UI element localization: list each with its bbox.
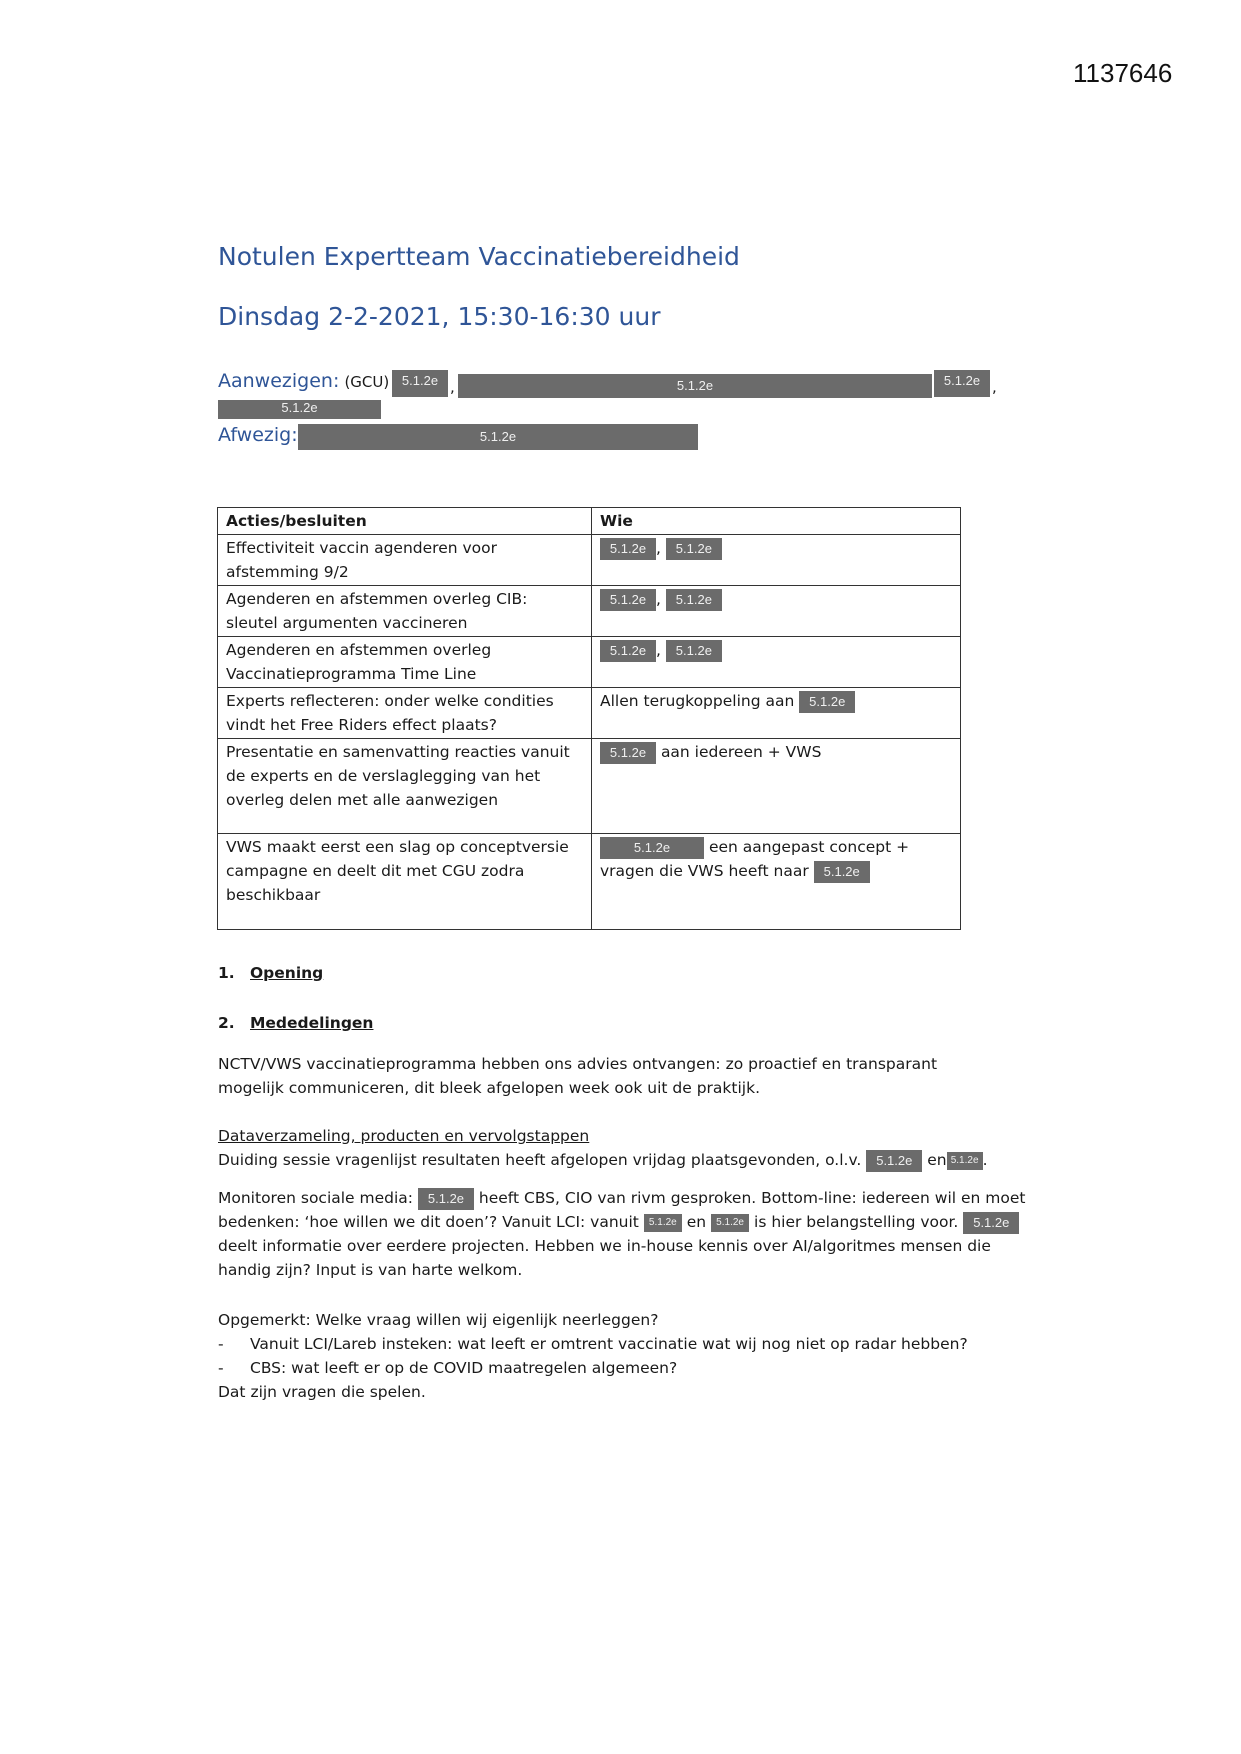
who-text: Allen terugkoppeling aan [600, 692, 795, 710]
present-line [218, 370, 389, 392]
redaction-box: 5.1.2e [218, 400, 381, 419]
who-cell: 5.1.2e , 5.1.2e [592, 637, 961, 688]
redaction-box: 5.1.2e [947, 1152, 983, 1170]
redaction-box: 5.1.2e [458, 374, 932, 398]
who-cell [592, 834, 961, 930]
table-row [218, 834, 961, 930]
comma: , [992, 378, 997, 396]
section-number: 2. [218, 1014, 235, 1032]
action-cell: Experts reflecteren: onder welke condities vindt het Free Riders effect plaats? [218, 688, 592, 739]
redaction-box: 5.1.2e [600, 640, 656, 662]
action-cell: Agenderen en afstemmen overleg Vaccinatieprogramma Time Line [218, 637, 592, 688]
table-row [218, 688, 961, 739]
who-cell [592, 739, 961, 834]
section-title: Mededelingen [250, 1014, 374, 1032]
document-title: Notulen Expertteam Vaccinatiebereidheid [218, 242, 740, 271]
meeting-date: Dinsdag 2-2-2021, 15:30-16:30 uur [218, 302, 661, 331]
present-label: Aanwezigen: [218, 370, 340, 392]
who-text: aan iedereen + VWS [660, 743, 822, 761]
redaction-box: 5.1.2e [666, 538, 722, 560]
who-cell: 5.1.2e , 5.1.2e [592, 586, 961, 637]
action-cell: Agenderen en afstemmen overleg CIB: sleutel argumenten vaccineren [218, 586, 592, 637]
document-number: 1137646 [1073, 58, 1173, 88]
paragraph: NCTV/VWS vaccinatieprogramma hebben ons advies ontvangen: zo proactief en transparant mogelijk communiceren, dit bleek afgelopen week ook uit de praktijk. [218, 1055, 938, 1097]
section-heading [218, 1014, 373, 1032]
subheading: Dataverzameling, producten en vervolgstappen [218, 1127, 590, 1145]
present-org: (GCU) [344, 373, 390, 391]
comma: , [450, 378, 455, 396]
paragraph: Dat zijn vragen die spelen. [218, 1383, 426, 1401]
action-cell: Effectiviteit vaccin agenderen voor afstemming 9/2 [218, 535, 592, 586]
paragraph: Opgemerkt: Welke vraag willen wij eigenlijk neerleggen? [218, 1311, 659, 1329]
redaction-box: 5.1.2e [600, 742, 656, 764]
redaction-box: 5.1.2e [866, 1150, 922, 1172]
section-heading [218, 964, 323, 982]
paragraph: Duiding sessie vragenlijst resultaten heeft afgelopen vrijdag plaatsgevonden, o.l.v. 5.1.2e en 5.1.2e . [218, 1148, 1038, 1172]
redaction-box: 5.1.2e [799, 691, 855, 713]
redaction-box: 5.1.2e [298, 424, 698, 450]
action-cell: Presentatie en samenvatting reacties vanuit de experts en de verslaglegging van het overleg delen met alle aanwezigen [218, 739, 592, 834]
redaction-box: 5.1.2e [963, 1212, 1019, 1234]
table-row [218, 535, 961, 586]
table-header-row [218, 508, 961, 535]
redaction-box: 5.1.2e [666, 640, 722, 662]
paragraph: Monitoren sociale media: 5.1.2e heeft CBS, CIO van rivm gesproken. Bottom-line: iedereen wil en moet bedenken: ‘hoe willen we dit doen’? Vanuit LCI: vanuit 5.1.2e en 5.1.2e is hier belangstelling voor. 5.1.2e deelt informatie over eerdere projecten. Hebben we in-house kennis over AI/algoritmes mensen die handig zijn? Input is van harte welkom. [218, 1189, 1026, 1279]
actions-table [217, 507, 961, 930]
section-number: 1. [218, 964, 235, 982]
redaction-box: 5.1.2e [644, 1214, 682, 1232]
header-who: Wie [592, 508, 961, 535]
who-text: een aangepast concept + [708, 838, 910, 856]
list-item: - Vanuit LCI/Lareb insteken: wat leeft er omtrent vaccinatie wat wij nog niet op radar hebben? [218, 1335, 968, 1353]
redaction-box: 5.1.2e [418, 1188, 474, 1210]
who-cell: 5.1.2e , 5.1.2e [592, 535, 961, 586]
who-cell [592, 688, 961, 739]
action-cell: VWS maakt eerst een slag op conceptversie campagne en deelt dit met CGU zodra beschikbaar [218, 834, 592, 930]
section-title: Opening [250, 964, 324, 982]
redaction-box: 5.1.2e [600, 538, 656, 560]
redaction-box: 5.1.2e [666, 589, 722, 611]
table-row [218, 586, 961, 637]
list-item: - CBS: wat leeft er op de COVID maatregelen algemeen? [218, 1359, 678, 1377]
redaction-box: 5.1.2e [392, 370, 448, 397]
redaction-box: 5.1.2e [711, 1214, 749, 1232]
table-row [218, 637, 961, 688]
absent-label: Afwezig: [218, 424, 298, 446]
header-actions: Acties/besluiten [218, 508, 592, 535]
redaction-box: 5.1.2e [814, 861, 870, 883]
redaction-box: 5.1.2e [934, 370, 990, 397]
table-row [218, 739, 961, 834]
redaction-box: 5.1.2e [600, 589, 656, 611]
redaction-box: 5.1.2e [600, 837, 704, 859]
who-text: vragen die VWS heeft naar [600, 862, 809, 880]
absent-line [218, 424, 298, 446]
